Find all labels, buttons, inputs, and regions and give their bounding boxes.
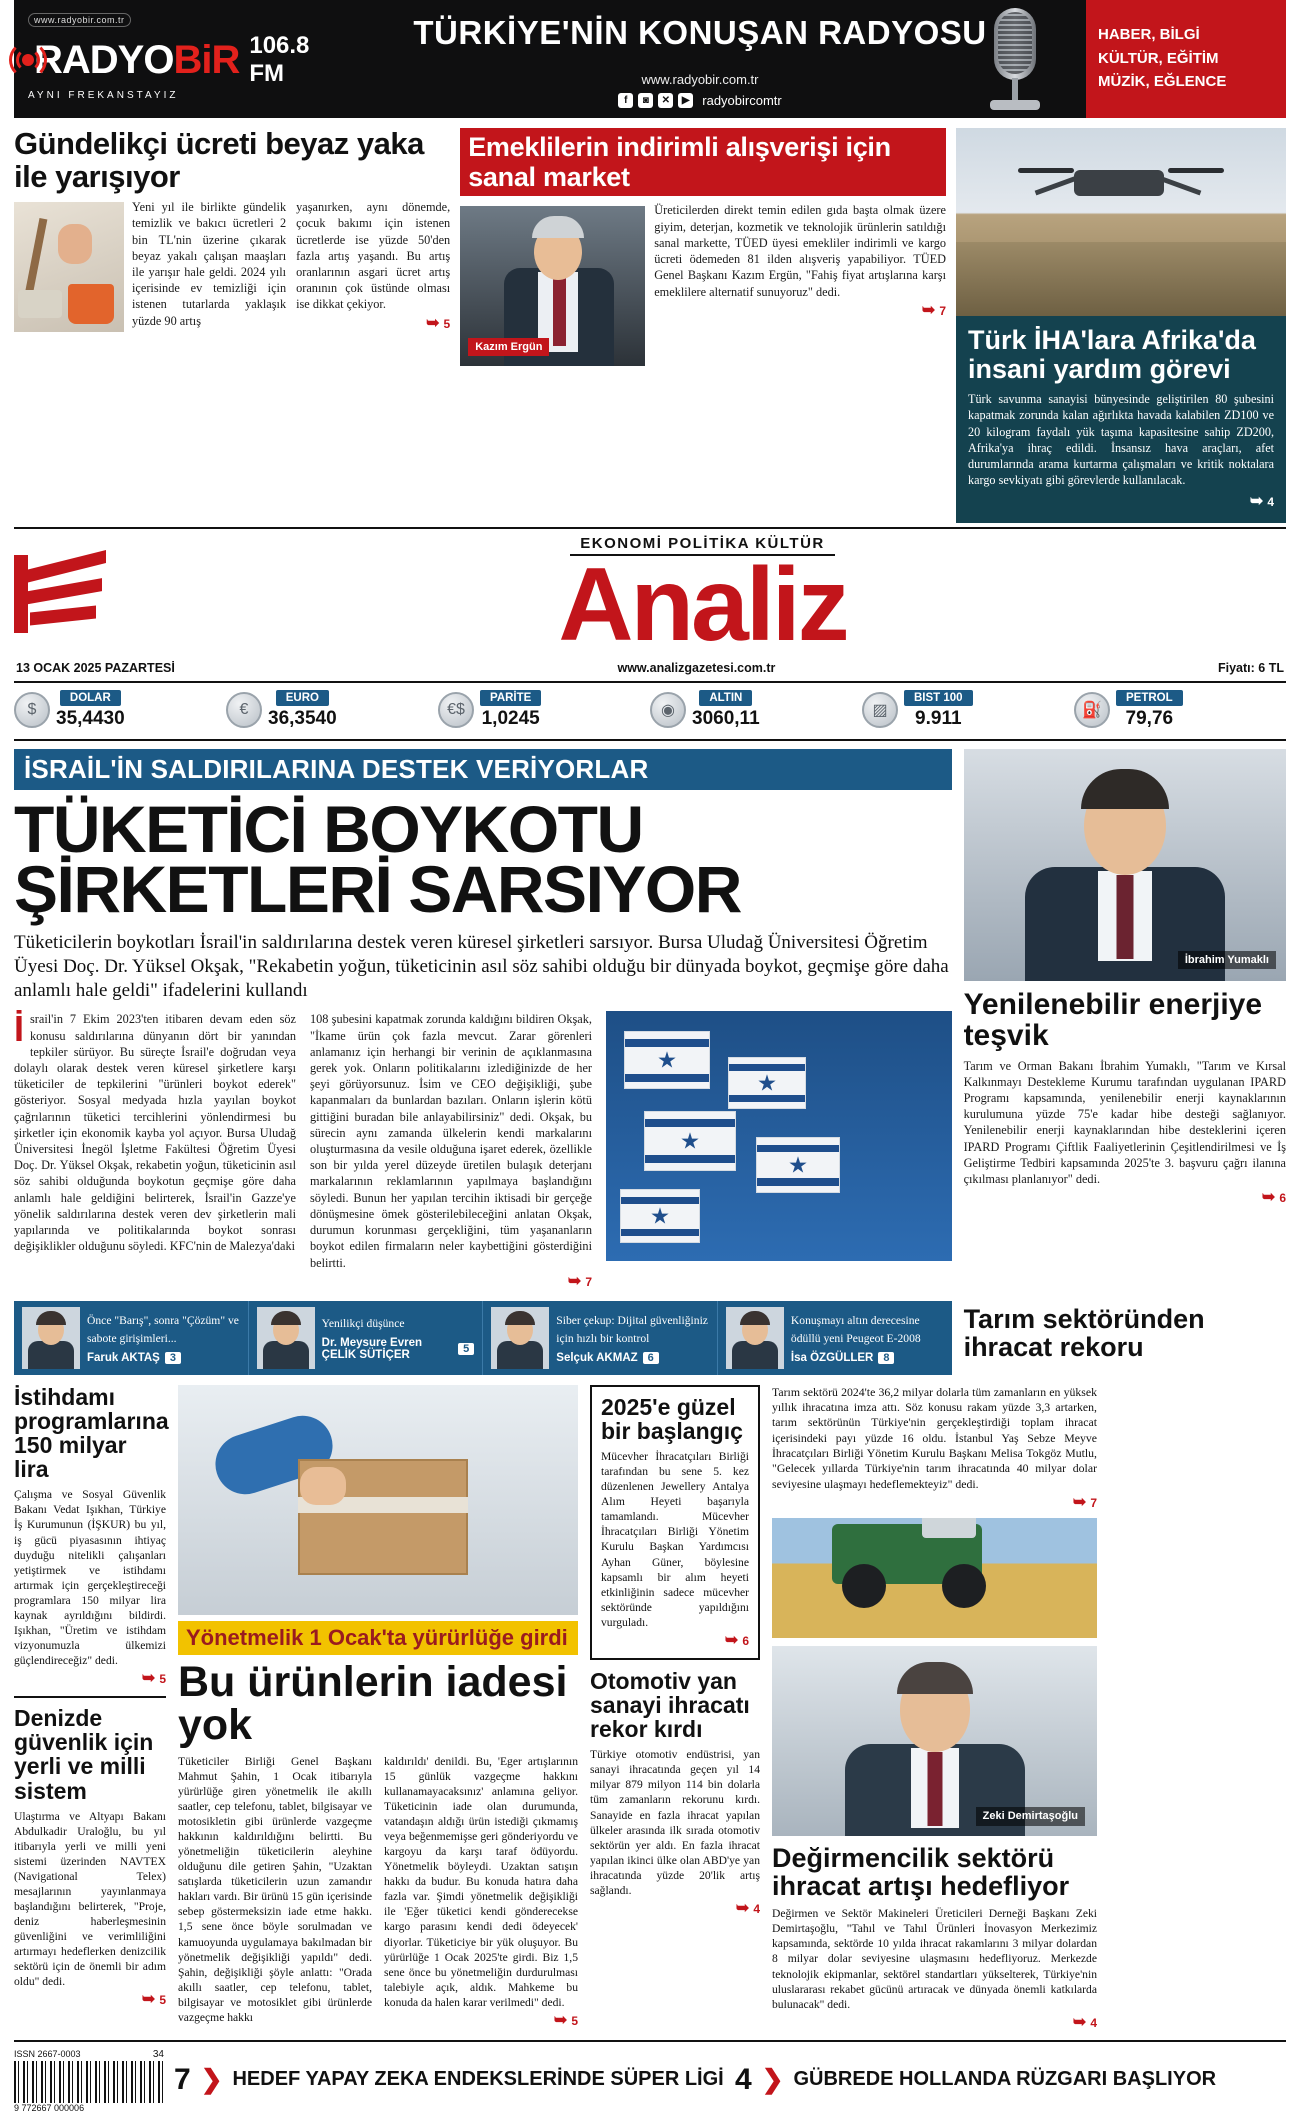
bottom-main-title: Bu ürünlerin iadesi yok	[178, 1657, 568, 1749]
radio-tag-1: HABER, BİLGİ	[1098, 26, 1200, 44]
radio-tag-3: MÜZİK, EĞLENCE	[1098, 73, 1227, 91]
avatar	[726, 1307, 784, 1369]
lead-main[interactable]: İSRAİL'İN SALDIRILARINA DESTEK VERİYORLAR TÜKETİCİ BOYKOTU ŞİRKETLERİ SARSIYOR Tüketicilerin boykotları İsrail'in saldırılarına destek veren küresel şirketleri sarsıyor. Bursa Uludağ Üniversitesi Öğretim Üyesi Doç. Dr. Yüksel Okşak, "Rekabetin yoğun, tüketicinin asıl söz sahibi olduğu bir dünyada boykot, geçmişe göre daha anlamlı hale geldi" ifadelerini kullandı İ srail'in 7 Ekim 2023'ten itibaren devam eden söz konusu saldırılarına dünyanın dört bir yanından tepkiler sürüyor. Bu süreçte İsrail'e doğrudan veya dolaylı olarak destek veren küresel şirketlere karşı tüketiciler de tepkilerini "ürünleri boykot ederek" gösteriyor. Sosyal medyada hızla yayılan boykot çağrılarının tüketici tercihlerini yönlendirmesi bu şirketler için ekonomik kayba yol açıyor. Bursa Uludağ Üniversitesi İnegöl İşletme Fakültesi Öğretim Üyesi Doç. Dr. Yüksel Okşak, rekabetin yoğun, tüketicinin asıl söz sahibi olduğunda boykotun geçmişe göre daha anlamlı hale geldiğini belirterek, İsrail'in Gazze'ye yönelik saldırılarına destek veren dev şirketlerin mali yapılarında ve politikalarında boykot sonrası değişiklikler olduğunu söyledi. KFC'nin de Malezya'daki 108 şubesini kapatmak zorunda kaldığını bildiren Okşak, "İkame ürün çok fazla mevcut. Zarar görenleri anlamanız için herhangi bir verinin de açıklanmasına gerek yok. Onların politikalarını izlediğinizde de her şeyi görüyorsunuz. İsim ve CEO değişikliği, şube kapanmaları da bunlardan bazıları. Onların işlerin kötü gittiğini buradan bile anlayabilirsiniz" dedi. Okşak, bu sürecin aynı zamanda ülkelerin kendi markalarını oluşturmasına da vesile olduğuna işaret ederek, özellikle son bir yılda yerel düzeyde üretilen bulaşık deterjanı markalarının reklamlarının yapılmaya başlandığını söyledi. Bunun her yapılan tercihin iktisadi bir gerçeğe dönüşmesine ömek gösterilebileceğini anlatan Okşak, durumun korunması gerçekliğini, tüm yaşananların boykot edilen firmaların neler kaybettiğini gösterdiğini belirtti. ➥ 7	[14, 749, 952, 1291]
masthead-price: Fiyatı: 6 TL	[1218, 661, 1284, 676]
avatar	[491, 1307, 549, 1369]
bottom-main-body-1: Tüketiciler Birliği Genel Başkanı Mahmut Şahin, 1 Ocak itibarıyla yürürlüğe giren yönetmelik ile akıllı saatler, cep telefonu, tablet, bilgisayar ve motosikletin gibi ürünlerde vazgeçme hakkının kaldırıldığını belirtti. Bu yönetmeliğin tüketicilerin aleyhine olduğunu dile getiren Şahin, "Uzaktan satışlarda tüketicilerin uzun zamandır hakları vardı. Bir ürünü 15 gün içerisinde sebep göstermeksizin iade etme hakkı. 1,5 sene önce böyle sorulmadan ve kamuoyunda uygulamaya bakılmadan bir yönetmelik değişikliği yapıldı" dedi. Şahin, değişikliği şöyle anlattı: "Orada akıllı saatler, cep telefonu, tablet, bilgisayar ve motosiklet gibi ürünlerde vazgeçme hakkı	[178, 1754, 372, 2024]
lead-page: 7	[585, 1274, 592, 1289]
bottom-right-body: Değirmen ve Sektör Makineleri Üreticileri Derneği Başkanı Zeki Demirtaşoğlu, "Tahıl ve Tahıl Ürünleri İnovasyon Merkezimiz kapsamında, sektörde 10 yılda ihracat rakamlarını 3 milyar dolardan 8 milyar dolar seviyesine ulaşmasını hedefliyoruz. Merkezde teknolojik ekipmanlar, sektörel standartları yükselterek, Türkiye'nin uluslararası rekabet gücünü artıracak ve dünyada önemli katkılarda bulunacak" dedi.	[772, 1907, 1097, 2011]
x-icon[interactable]: ✕	[658, 93, 673, 108]
bottom-box-page: 6	[742, 1633, 749, 1648]
story-emekli-body: Üreticilerden direkt temin edilen gıda başta olmak üzere giyim, deterjan, kozmetik ve teknolojik ürünlerin satıldığı sanal markette, TÜED üyesi emekliler indirimli ve kargo ücreti ödemeden 81 ilden alışveriş yapabiliyor. TÜED Genel Başkanı Kazım Ergün, "Fahiş fiyat artışlarına karşı emeklilere alternatif sunuyoruz" dedi.	[654, 203, 946, 299]
lead-dropcap: İ	[14, 1008, 25, 1050]
lead-title-line2: ŞİRKETLERİ SARSIYOR	[14, 851, 741, 926]
market-value-3: 3060,11	[692, 708, 760, 730]
rail-story-1-title: Yenilenebilir enerjiye teşvik	[963, 988, 1263, 1053]
bottom-left-body-2: Ulaştırma ve Altyapı Bakanı Abdulkadir Uraloğlu, bu yıl itibarıyla yerli ve milli yeni sistemi üzerinden NAVTEX (Navigational Telex) mesajlarının yayınlanmaya başlandığını belirterek, "Proje, deniz haberleşmesinin güvenliğini ve verimliliğini artırmayı hedeflerken denizcilik sektörü için de önemli bir adım oldu" dedi.	[14, 1809, 166, 1989]
youtube-icon[interactable]: ▶	[678, 93, 693, 108]
bottom-left-column[interactable]: İstihdamı programlarına 150 milyar lira Çalışma ve Sosyal Güvenlik Bakanı Vedat Işıkhan, Türkiye İş Kurumunun (İŞKUR) bu yıl, iş gücü piyasasının ihtiyaç duyduğu nitelikli çalışanları yetiştirmek ve istihdamı artırmak için gerçekleştireceği programlara 150 milyar lira kaynak ayrıldığını bildirdi. Işıkhan, "Üretim ve istihdam vizyonumuzla ülkemizi güçlendireceğiz" dedi. ➥ 5 Denizde güvenlik için yerli ve milli sistem Ulaştırma ve Altyapı Bakanı Abdulkadir Uraloğlu, bu yıl itibarıyla yerli ve milli yeni sistemi üzerinden NAVTEX (Navigational Telex) mesajlarının yayınlanmaya başlandığını belirterek, "Proje, deniz haberleşmesinin güvenliğini ve verimliliğini artırmayı hedeflerken denizcilik sektörü için de önemli bir adım oldu" dedi. ➥ 5	[14, 1383, 169, 2009]
chart-icon: ▨	[862, 692, 898, 728]
ibrahim-yumakli-caption: İbrahim Yumaklı	[1178, 951, 1276, 970]
coin-icon: $	[14, 692, 50, 728]
lead-standfirst: Tüketicilerin boykotları İsrail'in saldırılarına destek veren küresel şirketleri sarsıyor. Bursa Uludağ Üniversitesi Öğretim Üyesi Doç. Dr. Yüksel Okşak, "Rekabetin yoğun, tüketicinin asıl söz sahibi olduğu bir dünyada boykot, geçmişe göre daha anlamlı hale geldi" ifadelerini kullandı	[14, 931, 949, 1002]
story-gundelikci[interactable]: Gündelikçi ücreti beyaz yaka ile yarışıyor Yeni yıl ile birlikte gündelik temizlik ve bakıcı ücretleri 2 bin TL'nin üzerine çıkarak beyaz yakalı çalışan maaşları ile yarışır hale geldi. 2024 yılı içerisinde ev temizliği için istenen tutarlarda yaklaşık yüzde 90 artış yaşanırken, aynı dönemde, çocuk bakımı için istenen ücretlerde ise yüzde 50'den fazla artış yaşandı. Bu artış oranlarının asgari ücret artış oranının çok üstünde olması ise dikkat çekiyor. ➥ 5	[14, 126, 451, 332]
masthead-kicker: EKONOMİ POLİTİKA KÜLTÜR	[570, 535, 835, 556]
columnist-3-headline: Konuşmayı altın derecesine ödüllü yeni Peugeot E-2008	[790, 1314, 921, 1346]
story-emekli-title: Emeklilerin indirimli alışverişi için sanal market	[460, 128, 946, 196]
market-value-5: 79,76	[1125, 708, 1174, 730]
bottom-box-column[interactable]: 2025'e güzel bir başlangıç Mücevher İhracatçıları Birliği tarafından bu sene 5. kez düzenlenen Jewellery Antalya Alım Heyeti başarıyla tamamlandı. Mücevher İhracatçıları Birliği Yönetim Kurulu Başkan Yardımcısı Ayhan Güner, böylesine kapsamlı bir alım heyeti etkinliğinin sadece mücevher sektöründe yapıldığını vurguladı. ➥ 6 Otomotiv yan sanayi ihracatı rekor kırdı Türkiye otomotiv endüstrisi, yan sanayi ihracatında geçen yıl 14 milyar 879 milyon 114 bin dolarla tüm zamanların rekorunu kırdı. Sanayide en fazla ihracat yapılan ülkeler arasında ilk sırada otomotiv sektörün yer aldı. En fazla ihracat yapılan ikinci ülke olan ABD'ye yan ihracatında yüzde 20'lik artış sağlandı. ➥ 4	[590, 1385, 760, 2032]
radio-tag-2: KÜLTÜR, EĞİTİM	[1098, 49, 1219, 67]
parcel-return-photo	[178, 1385, 578, 1615]
footer-promo-2[interactable]	[735, 2063, 1286, 2097]
radio-logo-block	[14, 0, 314, 118]
zeki-demirtasoglu-photo	[772, 1646, 1097, 1836]
columnists-strip	[14, 1301, 952, 1375]
oil-icon: ⛽	[1074, 692, 1110, 728]
bottom-section	[14, 1385, 1286, 2032]
columnist-1[interactable]	[249, 1301, 484, 1375]
columnist-1-name: Dr. Meysure Evren ÇELİK SÜTİÇER	[321, 1337, 422, 1362]
masthead-date: 13 OCAK 2025 PAZARTESİ	[16, 661, 175, 676]
story-iha-box: Türk İHA'lara Afrika'da insani yardım görevi Türk savunma sanayisi bünyesinde geliştirilen 80 şubesini kapatmak zorunda kalan ağırlıkta havada kalabilen ZD100 ve 20 kilogram faydalı yük taşıma kapasitesine sahip ZD200, Afrika'ya ihraç edildi. İnsansız hava araçları, afet durumlarında arama kurtarma çalışmaları ve kritik noktalara kargo sevkiyatı gibi görevlerde kullanılacak. ➥ 4	[956, 316, 1286, 523]
story-gundelikci-body-1: Yeni yıl ile birlikte gündelik temizlik ve bakıcı ücretleri 2 bin TL'nin üzerine çıkarak beyaz yakalı çalışan maaşları ile yarışır hale geldi. 2024 yılı içerisinde ev temizliği için istenen tutarlarda yaklaşık yüzde 90 artış	[132, 200, 287, 328]
columnist-3-name: İsa ÖZGÜLLER	[790, 1352, 874, 1365]
bottom-main-story[interactable]: Yönetmelik 1 Ocak'ta yürürlüğe girdi Bu ürünlerin iadesi yok Tüketiciler Birliği Genel Başkanı Mahmut Şahin, 1 Ocak itibarıyla yürürlüğe giren yönetmelik ile akıllı saatler, cep telefonu, tablet, bilgisayar ve motosikletin gibi ürünlerde vazgeçme hakkının kaldırıldığını belirtti. Bu yönetmeliğin tüketicilerin aleyhine olduğunu dile getiren Şahin, "Uzaktan satışlarda tüketicilerin uzun zamandır hakları vardı. Bir ürünü 15 gün içerisinde sebep göstermeksizin iade etme hakkı. 1,5 sene önce böyle sorulmadan ve kamuoyunda uygulamaya bakılmadan bir yönetmelik değişikliği yapıldı" dedi. Şahin, değişikliği şöyle anlattı: "Orada akıllı saatler, cep telefonu, tablet, bilgisayar ve motosiklet gibi ürünlerde vazgeçme hakkı kaldırıldı' denildi. Bu, 'Eger artışlarının 15 günlük vazgeçme hakkını kullanamayacaksınız' anlamına geliyor. Tüketicinin iade olan durumunda, vatandaşın aldığı ürün istediği çıkmamış veya beğenmemişse geri gönderiyordu ve kargoyu da karşı taraf ödüyordu. Yönetmelik böyleydi. Uzaktan satışın hakkı da budur. Bu konuda hatıra daha fazla var. Şimdi yönetmelik değişikliği ile 'Eğer tüketici kendi gönderecekse kargo parasını kendi dedi ödeyecek' diyorlar. Tüketiciye bir yük oluşuyor. Bu yürürlüğe 1 Ocak 2025'te girdi. Biz 1,5 sene önce bu yönetmeliğin durdurulması talebiyle açık, aldık. Mahkeme bu konuda da halen karar verilmedi" dedi. ➥ 5	[178, 1385, 578, 2032]
columnist-3-page: 8	[878, 1352, 894, 1364]
masthead-center	[119, 534, 1286, 663]
rail-story-1-page: 6	[1279, 1191, 1286, 1206]
market-label-1: EURO	[276, 690, 329, 706]
facebook-icon[interactable]: f	[618, 93, 633, 108]
market-strip	[14, 683, 1286, 739]
story-iha-title: Türk İHA'lara Afrika'da insani yardım görevi	[968, 325, 1256, 384]
market-item-altin	[650, 690, 862, 730]
market-item-dolar	[14, 690, 226, 730]
coin-icon: €	[226, 692, 262, 728]
coin-icon: €$	[438, 692, 474, 728]
radio-logo-text-2: BiR	[173, 38, 240, 82]
cleaning-photo	[14, 202, 124, 332]
market-item-parite	[438, 690, 650, 730]
market-label-3: ALTIN	[699, 690, 752, 706]
bottom-main-overline: Yönetmelik 1 Ocak'ta yürürlüğe girdi	[178, 1621, 578, 1655]
footer-promo-1-page: 7	[174, 2062, 191, 2096]
radio-social-handle: radyobircomtr	[702, 93, 782, 108]
market-label-2: PARİTE	[480, 690, 541, 706]
story-emekli-market[interactable]: Emeklilerin indirimli alışverişi için sanal market Kazım Ergün Üreticilerden direkt temin edilen gıda başta olmak üzere giyim, deterjan, kozmetik ve teknolojik ürünlerin satıldığı sanal markette, TÜED üyesi emekliler indirimli ve kargo ücreti ödemeden 81 ilden alışveriş yapabiliyor. TÜED Genel Başkanı Kazım Ergün, "Fahiş fiyat artışlarına karşı emeklilere alternatif sunuyoruz" dedi. ➥ 7	[460, 128, 946, 523]
rail-story-2-body: Tarım sektörü 2024'te 36,2 milyar dolarla tüm zamanların en yüksek yıllık ihracatına imza attı. Söz konusu rakam yüzde 3,3 artarken, tarım sektörünün Türkiye'nin gerçekleştirdiği toplam ihracat içerisindeki payı yüzde 16 oldu. İstanbul Yaş Sebze Meyve İhracatçıları Birliği Yönetim Kurulu Başkanı Melisa Tokgöz Mutlu, "Gelecek yıllarda Türkiye'nin tarım ihracatında 40 milyar dolar seviyesine ulaşmayı hedeflemekteyiz" dedi.	[772, 1384, 1097, 1491]
columnist-0[interactable]	[14, 1301, 249, 1375]
bottom-box-title-2: Otomotiv yan sanayi ihracatı rekor kırdı	[590, 1667, 750, 1743]
barcode	[14, 2049, 164, 2111]
story-iha-page: 4	[1267, 494, 1274, 509]
coin-icon: ◉	[650, 692, 686, 728]
radio-logo-text-1: RADYO	[34, 38, 174, 82]
bottom-box-title: 2025'e güzel bir başlangıç	[601, 1393, 743, 1444]
radio-tagline: AYNI FREKANSTAYIZ	[28, 90, 179, 101]
rail-story-2-title: Tarım sektöründen ihracat rekoru	[963, 1303, 1205, 1362]
columnist-3[interactable]	[718, 1301, 952, 1375]
columnist-2-page: 6	[643, 1352, 659, 1364]
columnist-2-name: Selçuk AKMAZ	[556, 1352, 638, 1365]
bottom-main-body-2: kaldırıldı' denildi. Bu, 'Eger artışlarının 15 günlük vazgeçme hakkını kullanamayacaksınız' anlamına geliyor. Tüketicinin iade olan durumunda, vatandaşın aldığı ürün istediği çıkmamış veya beğenmemişse geri gönderiyordu ve kargoyu da karşı taraf ödüyordu. Yönetmelik böyleydi. Uzaktan satışın hakkı da budur. Bu konuda hatıra daha fazla var. Şimdi yönetmelik değişikliği ile 'Eğer tüketici kendi gönderecekse kargo parasını kendi dedi ödeyecek' diyorlar. Tüketiciye bir yük oluşuyor. Bu yürürlüğe 1 Ocak 2025'te girdi. Biz 1,5 sene önce bu yönetmeliğin durdurulması talebiyle açık, aldık. Mahkeme bu konuda da halen karar verilmedi" dedi.	[384, 1754, 578, 2009]
zeki-demirtasoglu-caption: Zeki Demirtaşoğlu	[976, 1807, 1085, 1826]
rail-story-2-page: 7	[1090, 1496, 1097, 1511]
footer-promo-1[interactable]	[174, 2063, 725, 2097]
footer-promo-2-page: 4	[735, 2062, 752, 2096]
radio-banner	[14, 0, 1286, 118]
masthead-swoosh-icon	[14, 545, 119, 653]
market-value-1: 36,3540	[268, 708, 337, 730]
bottom-left-title-1: İstihdamı programlarına 150 milyar lira	[14, 1383, 169, 1483]
radio-slogan: TÜRKİYE'NİN KONUŞAN RADYOSU	[413, 14, 987, 51]
radio-website: www.radyobir.com.tr	[641, 72, 759, 87]
lead-section	[14, 739, 1286, 1291]
bottom-left-page-1: 5	[159, 1672, 166, 1687]
market-item-euro	[226, 690, 438, 730]
kazim-ergun-caption: Kazım Ergün	[468, 338, 549, 357]
bottom-main-page: 5	[571, 2013, 578, 2028]
drone-photo	[956, 128, 1286, 316]
market-value-0: 35,4430	[56, 708, 125, 730]
masthead-website: www.analizgazetesi.com.tr	[617, 661, 776, 676]
footer-promo-2-text: GÜBREDE HOLLANDA RÜZGARI BAŞLIYOR	[793, 2068, 1217, 2091]
kazim-ergun-photo	[460, 206, 645, 366]
page-footer	[14, 2040, 1286, 2111]
market-item-petrol	[1074, 690, 1286, 730]
barcode-number: 9 772667 000006	[14, 2102, 85, 2113]
story-emekli-page: 7	[939, 303, 946, 318]
story-gundelikci-title: Gündelikçi ücreti beyaz yaka ile yarışıyor	[14, 126, 424, 194]
bottom-box-body-2: Türkiye otomotiv endüstrisi, yan sanayi ihracatında geçen yıl 14 milyar 879 milyon 114 bin dolarla tüm zamanların rekorunu kırdı. Sanayide en fazla ihracat yapılan ülkeler arasında ilk sırada otomotiv sektörün yer aldı. En fazla ihracat yapılan ikinci ülke olan ABD'ye yan ihracatında yüzde 20'lik artış sağlandı.	[590, 1748, 760, 1897]
avatar	[22, 1307, 80, 1369]
bottom-right-page: 4	[1090, 2015, 1097, 2030]
columnist-0-headline: Önce "Barış", sonra "Çözüm" ve sabote girişimleri...	[87, 1314, 239, 1346]
story-iha-body: Türk savunma sanayisi bünyesinde geliştirilen 80 şubesini kapatmak zorunda kalan ağırlıkta havada kalabilen ZD100 ve 20 kilogram faydalı yük taşıma kapasitesine sahip ZD200, Afrika'ya ihraç edildi. İnsansız hava araçları, afet durumlarında arama kurtarma çalışmaları ve kritik noktalara kargo sevkiyatı gibi görevlerde kullanılacak.	[968, 392, 1274, 488]
top-news-strip	[14, 118, 1286, 529]
radio-center-block	[314, 0, 1086, 118]
story-iha[interactable]	[956, 128, 1286, 523]
lead-title-line1: TÜKETİCİ BOYKOTU	[14, 792, 643, 867]
chevron-right-icon: ❯	[761, 2064, 784, 2094]
radio-tags	[1086, 0, 1286, 118]
avatar	[257, 1307, 315, 1369]
radio-social-row	[314, 93, 1086, 108]
market-label-5: PETROL	[1116, 690, 1183, 706]
rail-story-2[interactable]	[964, 1291, 1286, 1375]
protest-flags-photo	[606, 1011, 952, 1261]
market-label-0: DOLAR	[60, 690, 121, 706]
bottom-box-body: Mücevher İhracatçıları Birliği tarafından bu sene 5. kez düzenlenen Jewellery Antalya Alım Heyeti başarıyla tamamlandı. Mücevher İhracatçıları Birliği Yönetim Kurulu Başkan Yardımcısı Ayhan Güner, böylesine kapsamlı bir alım heyeti etkinliğinin sadece mücevher sektöründe yapıldığını vurguladı.	[601, 1450, 749, 1629]
bottom-right-title: Değirmencilik sektörü ihracat artışı hedefliyor	[772, 1843, 1070, 1902]
market-label-4: BIST 100	[904, 690, 973, 706]
columnist-2-headline: Siber çekup: Dijital güvenliğiniz için hızlı bir kontrol	[556, 1314, 708, 1346]
footer-promo-1-text: HEDEF YAPAY ZEKA ENDEKSLERİNDE SÜPER LİGİ	[232, 2068, 724, 2091]
market-item-bist	[862, 690, 1074, 730]
market-value-2: 1,0245	[481, 708, 540, 730]
bottom-box-page-2: 4	[753, 1901, 760, 1916]
barcode-suffix: 34	[152, 2048, 164, 2060]
bottom-left-page-2: 5	[159, 1993, 166, 2008]
bottom-right-column[interactable]: Tarım sektörü 2024'te 36,2 milyar dolarla tüm zamanların en yüksek yıllık ihracatına imza attı. Söz konusu rakam yüzde 3,3 artarken, tarım sektörünün Türkiye'nin gerçekleştirdiği toplam ihracat içerisindeki payı yüzde 16 oldu. İstanbul Yaş Sebze Meyve İhracatçıları Birliği Yönetim Kurulu Başkanı Melisa Tokgöz Mutlu, "Gelecek yıllarda Türkiye'nin tarım ihracatında 40 milyar dolar seviyesine ulaşmayı hedeflemekteyiz" dedi. ➥ 7 Zeki Demirtaşoğlu Değirmencilik sektörü ihracat artışı hedefliyor Değirmen ve Sektör Makineleri Üreticileri Derneği Başkanı Zeki Demirtaşoğlu, "Tahıl ve Tahıl Ürünleri İnovasyon Merkezimiz kapsamında, sektörde 10 yılda ihracat rakamlarını 3 milyar dolardan 8 milyar dolar seviyesine ulaşmasını hedefliyoruz. Merkezde teknolojik ekipmanlar, sektörel standartları yükselterek, Türkiye'nin uluslararası rekabet gücünü artıracak ve dünyada önemli katkılarda bulunacak" dedi. ➥ 4	[772, 1384, 1097, 2031]
columnist-0-name: Faruk AKTAŞ	[87, 1352, 160, 1365]
issn-text: ISSN 2667-0003	[14, 2048, 81, 2059]
columnist-1-page: 5	[458, 1343, 474, 1355]
lead-body-col1: srail'in 7 Ekim 2023'ten itibaren devam eden söz konusu saldırılarına dünyanın dört bir yanından tepkiler sürüyor. Bu süreçte İsrail'e doğrudan veya dolaylı olarak destek veren küresel şirketlere karşı tüketiciler de tepkilerini "ürünleri boykot ederek" gösteriyor. Sosyal medyada hızla yayılan boykot çağrılarının tüketici tercihlerini yönlendirmesi bu şirketler için ekonomik kayba yol açıyor. Bursa Uludağ Üniversitesi İnegöl İşletme Fakültesi Öğretim Üyesi Doç. Dr. Yüksel Okşak, rekabetin yoğun, tüketicinin asıl söz sahibi olduğunda boykotun geçmişe göre daha anlamlı hale geldiğini belirterek, İsrail'in Gazze'ye yönelik saldırılarına destek veren dev şirketlerin mali yapılarında ve politikalarında boykot sonrası değişiklikler olduğunu söyledi. KFC'nin de Malezya'daki	[14, 1012, 296, 1254]
masthead	[14, 529, 1286, 663]
chevron-right-icon: ❯	[200, 2064, 223, 2094]
radio-frequency: 106.8 FM	[249, 32, 310, 87]
instagram-icon[interactable]: ◙	[638, 93, 653, 108]
bottom-left-body-1: Çalışma ve Sosyal Güvenlik Bakanı Vedat Işıkhan, Türkiye İş Kurumunun (İŞKUR) bu yıl, iş gücü piyasasının ihtiyaç duyduğu nitelikli çalışanları yetiştirmek ve istihdamı artırmak için gerçekleştireceği programlara 150 milyar lira kaynak ayrıldığını bildirdi. Işıkhan, "Üretim ve istihdam vizyonumuzla ülkemizi güçlendireceğiz" dedi.	[14, 1488, 166, 1668]
lead-body-col2: 108 şubesini kapatmak zorunda kaldığını bildiren Okşak, "İkame ürün çok fazla mevcut. Zarar görenleri anlamanız için herhangi bir verinin de açıklanmasına gerek yok. Onların politikalarını izlediğinizde de her şeyi görüyorsunuz. İsim ve CEO değişikliği, şube kapanmaları da bunlardan bazıları. Onların işlerin kötü gittiğini buradan bile anlayabilirsiniz" dedi. Okşak, bu sürecin aynı zamanda ülkelerin kendi markalarını oluşturmasına da vesile olduğuna işaret ederek, özellikle son bir yılda yerel düzeyde üretilen bulaşık deterjanı markalarının reklamlarının yapılmaya başlandığını söyledi. Bunun her yapılan tercihin iktisadi bir gerçeğe dönüşmesine ömek gösterilebileceğini anlatan Okşak, durumun korunması gerçekliğini, tüm yaşananların boykot edilen firmaların neler kaybettiğini gösterdiğini belirtti.	[310, 1012, 592, 1270]
bottom-box: 2025'e güzel bir başlangıç Mücevher İhracatçıları Birliği tarafından bu sene 5. kez düzenlenen Jewellery Antalya Alım Heyeti başarıyla tamamlandı. Mücevher İhracatçıları Birliği Yönetim Kurulu Başkan Yardımcısı Ayhan Güner, böylesine kapsamlı bir alım heyeti etkinliğinin sadece mücevher sektöründe yapıldığını vurguladı. ➥ 6	[590, 1385, 760, 1660]
columnist-1-headline: Yenilikçi düşünce	[321, 1317, 405, 1331]
bottom-left-title-2: Denizde güvenlik için yerli ve milli sistem	[14, 1705, 154, 1804]
lead-kicker: İSRAİL'İN SALDIRILARINA DESTEK VERİYORLAR	[14, 749, 952, 790]
rail-story-1-body: Tarım ve Orman Bakanı İbrahim Yumaklı, "Tarım ve Kırsal Kalkınmayı Destekleme Kurumu tarafından uygulanan IPARD Programı kapsamında, yenilenebilir enerji kaynaklarının kurulumuna yüzde 75'e kadar hibe desteği sağlanıyor. Yenilenebilir enerji kaynaklarından hibe desteklerini içeren IPARD Programı Çiftlik Faaliyetlerinin Çeşitlendirilmesi ve İş Geliştirme Tedbiri kapsamında 2025'te 3. başvuru çağrı ilanına çıkılması planlanıyor" dedi.	[963, 1058, 1286, 1187]
radio-site-badge: www.radyobir.com.tr	[28, 13, 131, 27]
market-value-4: 9.911	[915, 708, 962, 730]
wheat-field-photo	[772, 1518, 1097, 1638]
right-rail: İbrahim Yumaklı Yenilenebilir enerjiye teşvik Tarım ve Orman Bakanı İbrahim Yumaklı, "Tarım ve Kırsal Kalkınmayı Destekleme Kurumu tarafından uygulanan IPARD Programı kapsamında, yenilenebilir enerji kaynaklarının kurulumuna yüzde 75'e kadar hibe desteği sağlanıyor. Yenilenebilir enerji kaynaklarından hibe desteklerini içeren IPARD Programı Çiftlik Faaliyetlerinin Çeşitlendirilmesi ve İş Geliştirme Tedbiri kapsamında 2025'te 3. başvuru çağrı ilanına çıkılması planlanıyor" dedi. ➥ 6	[964, 749, 1286, 1291]
ibrahim-yumakli-photo	[964, 749, 1286, 981]
story-gundelikci-page: 5	[443, 316, 451, 331]
story-gundelikci-body-2: yaşanırken, aynı dönemde, çocuk bakımı için istenen ücretlerde ise yüzde 50'den fazla artış yaşandı. Bu artış oranlarının asgari ücret artış oranının çok üstünde olması ise dikkat çekiyor.	[296, 200, 451, 312]
masthead-title: Analiz	[558, 546, 847, 663]
columnist-0-page: 3	[165, 1352, 181, 1364]
columnist-2[interactable]	[483, 1301, 718, 1375]
